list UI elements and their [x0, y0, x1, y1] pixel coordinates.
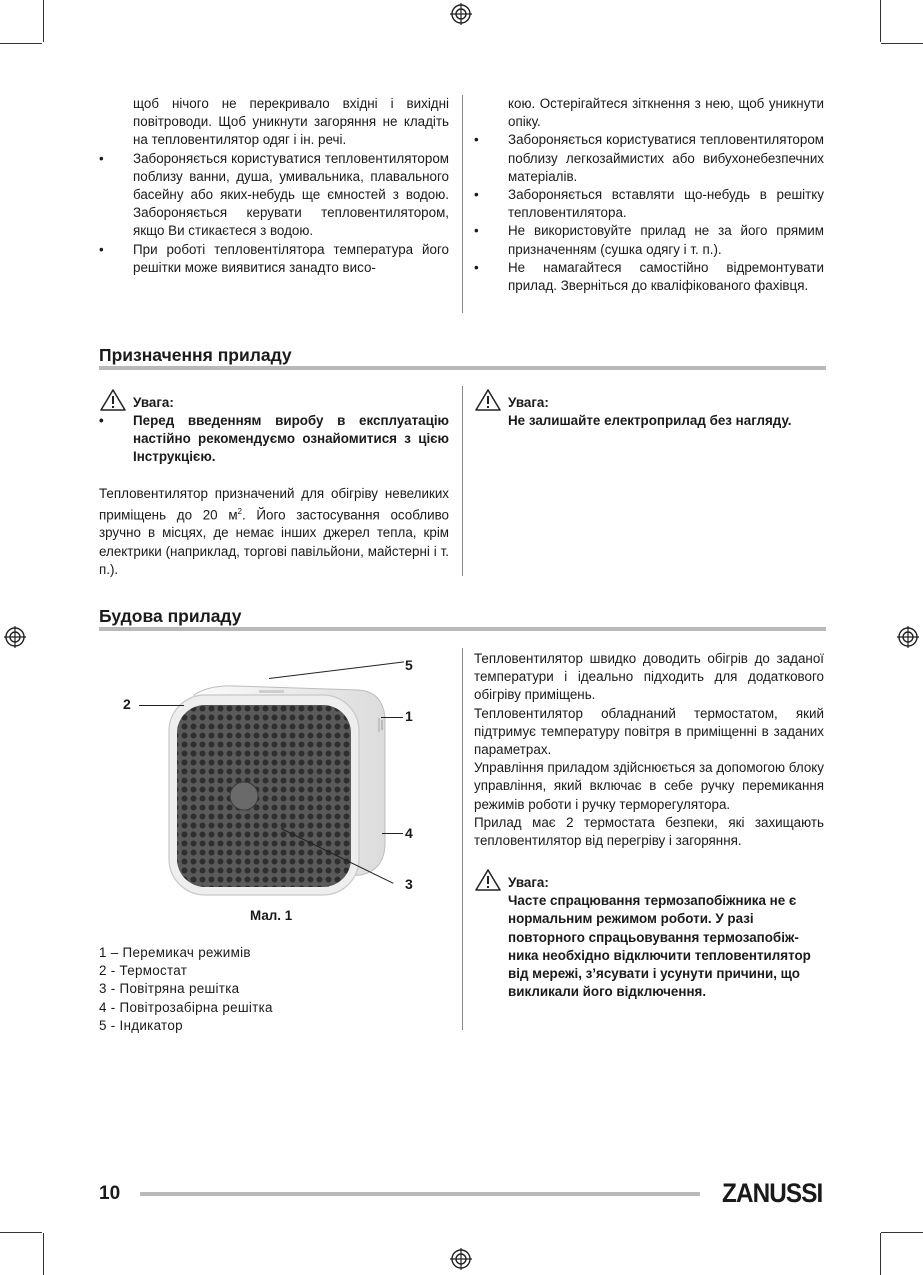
warning-label: Увага: — [133, 395, 174, 410]
section-rule — [99, 366, 826, 370]
trim-mark — [881, 1232, 923, 1233]
trim-mark — [43, 1233, 44, 1275]
column-divider — [462, 648, 463, 1030]
trim-mark — [0, 43, 42, 44]
callout-line — [382, 833, 403, 834]
brand-logo: ZANUSSI — [722, 1178, 823, 1208]
callout-2: 2 — [123, 696, 131, 712]
top-right-column — [474, 95, 824, 295]
footer-rule — [140, 1192, 700, 1196]
paragraph: Прилад має 2 термостата безпеки, які захищають тепловентилятор від перегріву і загоряння. — [474, 814, 824, 849]
legend-item: 1 – Перемикач режимів — [99, 945, 251, 960]
section-title: Будова приладу — [99, 606, 242, 626]
page-number: 10 — [99, 1183, 121, 1204]
warning-label: Увага: — [508, 395, 549, 410]
trim-mark — [0, 1232, 42, 1233]
registration-mark-icon — [897, 626, 919, 648]
callout-line — [139, 705, 184, 706]
trim-mark — [43, 0, 44, 42]
callout-3: 3 — [405, 876, 413, 892]
registration-mark-icon — [450, 1248, 472, 1270]
list-item — [474, 95, 824, 131]
purpose-text: Тепловентилятор призначений для обігріву невеликих приміщень до 20 м — [99, 485, 449, 523]
trim-mark — [880, 0, 881, 42]
list-item-text: Не намагайтеся самостійно відремонтувати прилад. Зверніться до кваліфікованого фахівця. — [508, 259, 824, 294]
purpose-text: . Його застосування особливо зручно в місцях, де немає інших джерел тепла, крім електрики (наприклад, торгові павільйони, майстерні і т. п.). — [99, 507, 449, 577]
list-item — [99, 412, 449, 467]
heater-figure — [99, 650, 429, 910]
column-divider — [462, 95, 463, 313]
figure-caption: Мал. 1 — [250, 908, 293, 923]
list-item — [474, 131, 824, 186]
list-item — [99, 150, 449, 241]
list-item-text: При роботі тепловентілятора температура його решітки може виявитися занадто висо- — [133, 241, 449, 275]
list-item-text: щоб нічого не перекривало вхідні і вихідні повітроводи. Щоб уникнути загоряння не кладіть на тепловентилятор одяг і ін. речі. — [133, 96, 449, 148]
warning-text: Часте спрацювання термозапобіжника не є нормальним режимом роботи. У разі повторного спрацьовування термозапобіжника необхідно відключити тепловентилятор від мережі, з’ясувати і усунути причини, що викликали його відключення. — [508, 893, 811, 1000]
list-item — [474, 259, 824, 295]
warning-header — [474, 868, 824, 892]
warning-icon — [474, 388, 502, 412]
figure-legend — [99, 944, 439, 1035]
legend-item: 3 - Повітряна решітка — [99, 981, 240, 997]
section-rule — [99, 627, 826, 631]
callout-line — [381, 717, 403, 718]
list-item-text: Не використовуйте прилад не за його прямим призначенням (сушка одягу і т. п.). — [508, 223, 824, 257]
section2-right-column — [474, 650, 824, 1001]
section1-right-column — [474, 388, 824, 430]
warning-header — [474, 388, 824, 412]
warning-header — [99, 388, 449, 412]
list-item-text: Забороняється користуватися тепловентилятором поблизу легкозаймистих або вибухонебезпечних матеріалів. — [508, 132, 824, 184]
list-item-text: кою. Остерігайтеся зіткнення з нею, щоб уникнути опіку. — [508, 96, 824, 130]
trim-mark — [880, 1233, 881, 1275]
warning-icon — [99, 388, 127, 412]
list-item-text: Перед введенням виробу в експлуатацію настійно рекомендуємо ознайомитися з цією Інструкцією. — [133, 413, 449, 465]
list-item — [474, 222, 824, 258]
paragraph: Тепловентилятор швидко доводить обігрів до заданої температури і ідеально підходить для додаткового обігріву приміщень. — [474, 651, 824, 703]
callout-4: 4 — [405, 825, 413, 841]
list-item-text: Забороняється вставляти що-небудь в решітку тепловентилятора. — [508, 187, 824, 221]
trim-mark — [881, 43, 923, 44]
callout-1: 1 — [405, 708, 413, 724]
legend-item: 2 - Термостат — [99, 963, 188, 979]
superscript: 2 — [237, 506, 242, 516]
top-left-column — [99, 95, 449, 277]
registration-mark-icon — [450, 3, 472, 25]
warning-text: Не залишайте електроприлад без нагляду. — [508, 413, 792, 428]
list-item — [99, 241, 449, 277]
callout-5: 5 — [405, 657, 413, 673]
column-divider — [462, 386, 463, 576]
purpose-paragraph — [99, 485, 449, 579]
heater-illustration — [99, 650, 429, 910]
warning-icon — [474, 868, 502, 892]
list-item — [99, 95, 449, 150]
legend-item: 5 - Індикатор — [99, 1017, 183, 1033]
legend-item: 4 - Повітрозабірна решітка — [99, 999, 273, 1015]
list-item-text: Забороняється користуватися тепловентилятором поблизу ванни, душа, умивальника, плавального басейну або яких-небудь ще ємностей з водою. Забороняється керувати тепловентилятором, якщо Ви стикаєтеся з водою. — [133, 150, 449, 239]
list-item — [474, 186, 824, 222]
paragraph: Тепловентилятор обладнаний термостатом, який підтримує температуру повітря в приміщенні в заданих параметрах. — [474, 705, 824, 758]
section1-left-column — [99, 388, 449, 579]
warning-label: Увага: — [508, 875, 549, 891]
registration-mark-icon — [4, 626, 26, 648]
section-title: Призначення приладу — [99, 345, 292, 365]
paragraph: Управління приладом здійснюється за допомогою блоку управління, який включає в себе ручку перемикання режимів роботи і ручку терморегулятора. — [474, 760, 824, 812]
